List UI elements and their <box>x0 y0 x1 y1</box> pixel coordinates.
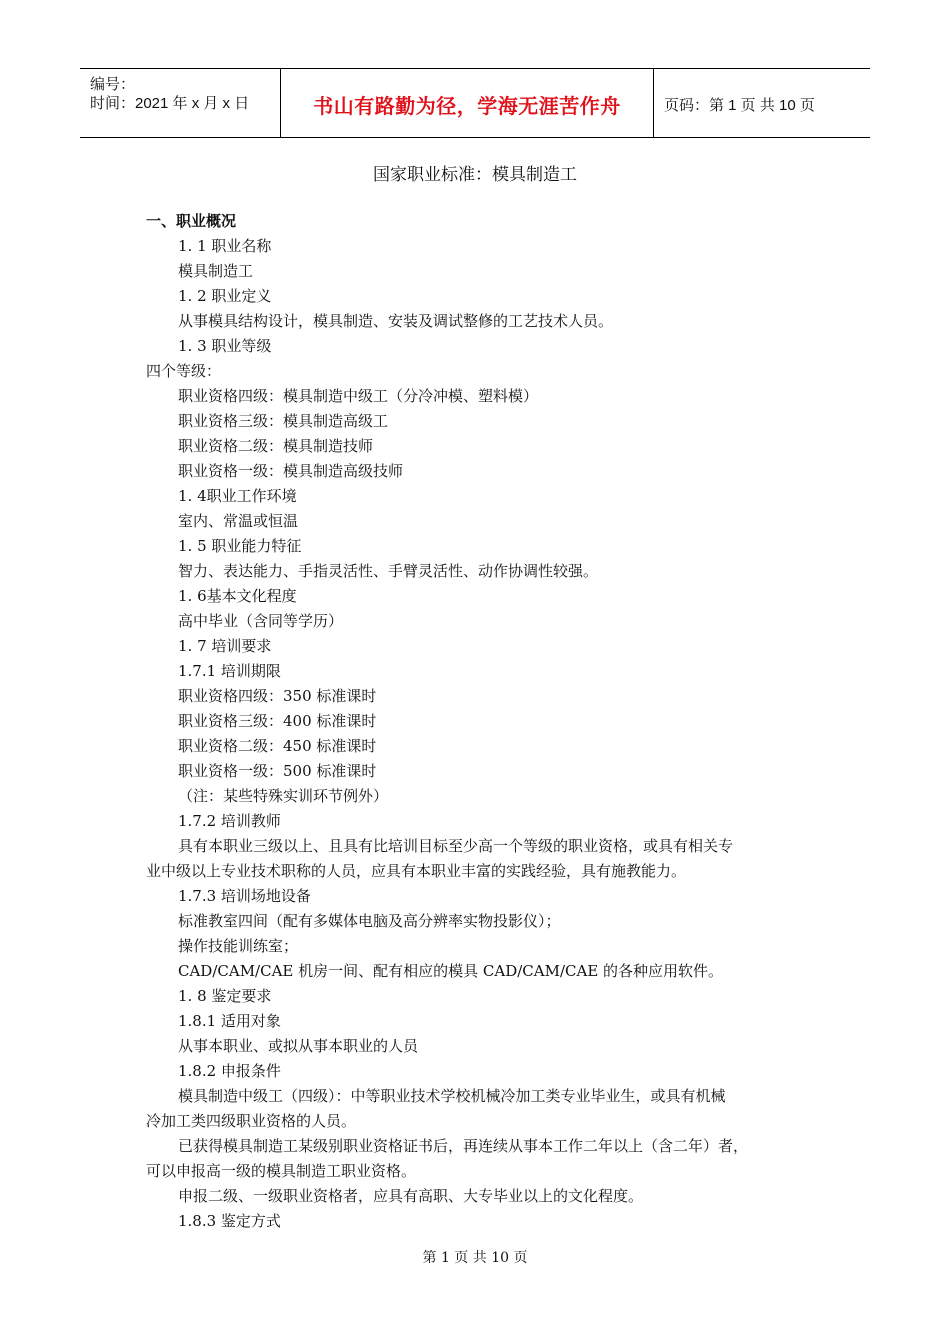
header-page-cell <box>654 69 870 137</box>
paragraph-line: 模具制造中级工（四级）：中等职业技术学校机械冷加工类专业毕业生，或具有机械 <box>178 1087 726 1105</box>
paragraph-line: 职业资格一级：500 标准课时 <box>178 762 377 780</box>
subsection-heading: 1. 3 职业等级 <box>178 337 272 355</box>
subsection-heading: 1.8.1 适用对象 <box>178 1012 281 1030</box>
subsection-heading: 1. 2 职业定义 <box>178 287 272 305</box>
paragraph-line: 申报二级、一级职业资格者，应具有高职、大专毕业以上的文化程度。 <box>178 1187 644 1205</box>
paragraph-line: 四个等级： <box>146 362 222 380</box>
header-meta-cell <box>80 69 280 137</box>
subsection-heading: 1. 8 鉴定要求 <box>178 987 272 1005</box>
paragraph-line: 职业资格二级：模具制造技师 <box>178 437 374 455</box>
page-header <box>80 68 870 138</box>
subsection-heading: 1. 6基本文化程度 <box>178 587 297 605</box>
paragraph-line: 业中级以上专业技术职称的人员，应具有本职业丰富的实践经验，具有施教能力。 <box>146 862 687 880</box>
paragraph-line: 职业资格三级：400 标准课时 <box>178 712 377 730</box>
paragraph-line: 从事本职业、或拟从事本职业的人员 <box>178 1037 419 1055</box>
paragraph-line: （注：某些特殊实训环节例外） <box>178 787 389 805</box>
paragraph-line: 具有本职业三级以上、且具有比培训目标至少高一个等级的职业资格，或具有相关专 <box>178 837 734 855</box>
header-motto: 书山有路勤为径，学海无涯苦作舟 <box>313 94 621 118</box>
document-number-label: 编号： <box>90 76 136 93</box>
subsection-heading: 1.7.2 培训教师 <box>178 812 281 830</box>
subsection-heading: 1. 4职业工作环境 <box>178 487 297 505</box>
paragraph-line: 已获得模具制造工某级别职业资格证书后，再连续从事本工作二年以上（含二年）者， <box>178 1137 749 1155</box>
paragraph-line: CAD/CAM/CAE 机房一间、配有相应的模具 CAD/CAM/CAE 的各种应用软件。 <box>178 962 724 980</box>
subsection-heading: 1. 5 职业能力特征 <box>178 537 302 555</box>
paragraph-line: 高中毕业（含同等学历） <box>178 612 344 630</box>
paragraph-line: 职业资格二级：450 标准课时 <box>178 737 377 755</box>
paragraph-line: 冷加工类四级职业资格的人员。 <box>146 1112 357 1130</box>
document-date: 时间：2021 年 x 月 x 日 <box>90 95 250 112</box>
header-page-info: 页码：第 1 页 共 10 页 <box>664 97 815 114</box>
subsection-heading: 1. 7 培训要求 <box>178 637 272 655</box>
subsection-heading: 1.7.1 培训期限 <box>178 662 281 680</box>
paragraph-line: 室内、常温或恒温 <box>178 512 299 530</box>
paragraph-line: 从事模具结构设计，模具制造、安装及调试整修的工艺技术人员。 <box>178 312 614 330</box>
paragraph-line: 职业资格一级：模具制造高级技师 <box>178 462 404 480</box>
section-heading: 一、职业概况 <box>146 212 237 230</box>
page-footer: 第 1 页 共 10 页 <box>422 1250 528 1266</box>
paragraph-line: 可以申报高一级的模具制造工职业资格。 <box>146 1162 417 1180</box>
header-motto-cell <box>280 69 654 137</box>
subsection-heading: 1. 1 职业名称 <box>178 237 272 255</box>
paragraph-line: 智力、表达能力、手指灵活性、手臂灵活性、动作协调性较强。 <box>178 562 599 580</box>
paragraph-line: 职业资格三级：模具制造高级工 <box>178 412 389 430</box>
subsection-heading: 1.8.3 鉴定方式 <box>178 1212 281 1230</box>
paragraph-line: 职业资格四级：模具制造中级工（分冷冲模、塑料模） <box>178 387 539 405</box>
document-title: 国家职业标准：模具制造工 <box>373 165 577 185</box>
paragraph-line: 职业资格四级：350 标准课时 <box>178 687 377 705</box>
paragraph-line: 操作技能训练室； <box>178 937 299 955</box>
subsection-heading: 1.7.3 培训场地设备 <box>178 887 311 905</box>
subsection-heading: 1.8.2 申报条件 <box>178 1062 281 1080</box>
paragraph-line: 模具制造工 <box>178 262 254 280</box>
paragraph-line: 标准教室四间（配有多媒体电脑及高分辨率实物投影仪）； <box>178 912 561 930</box>
